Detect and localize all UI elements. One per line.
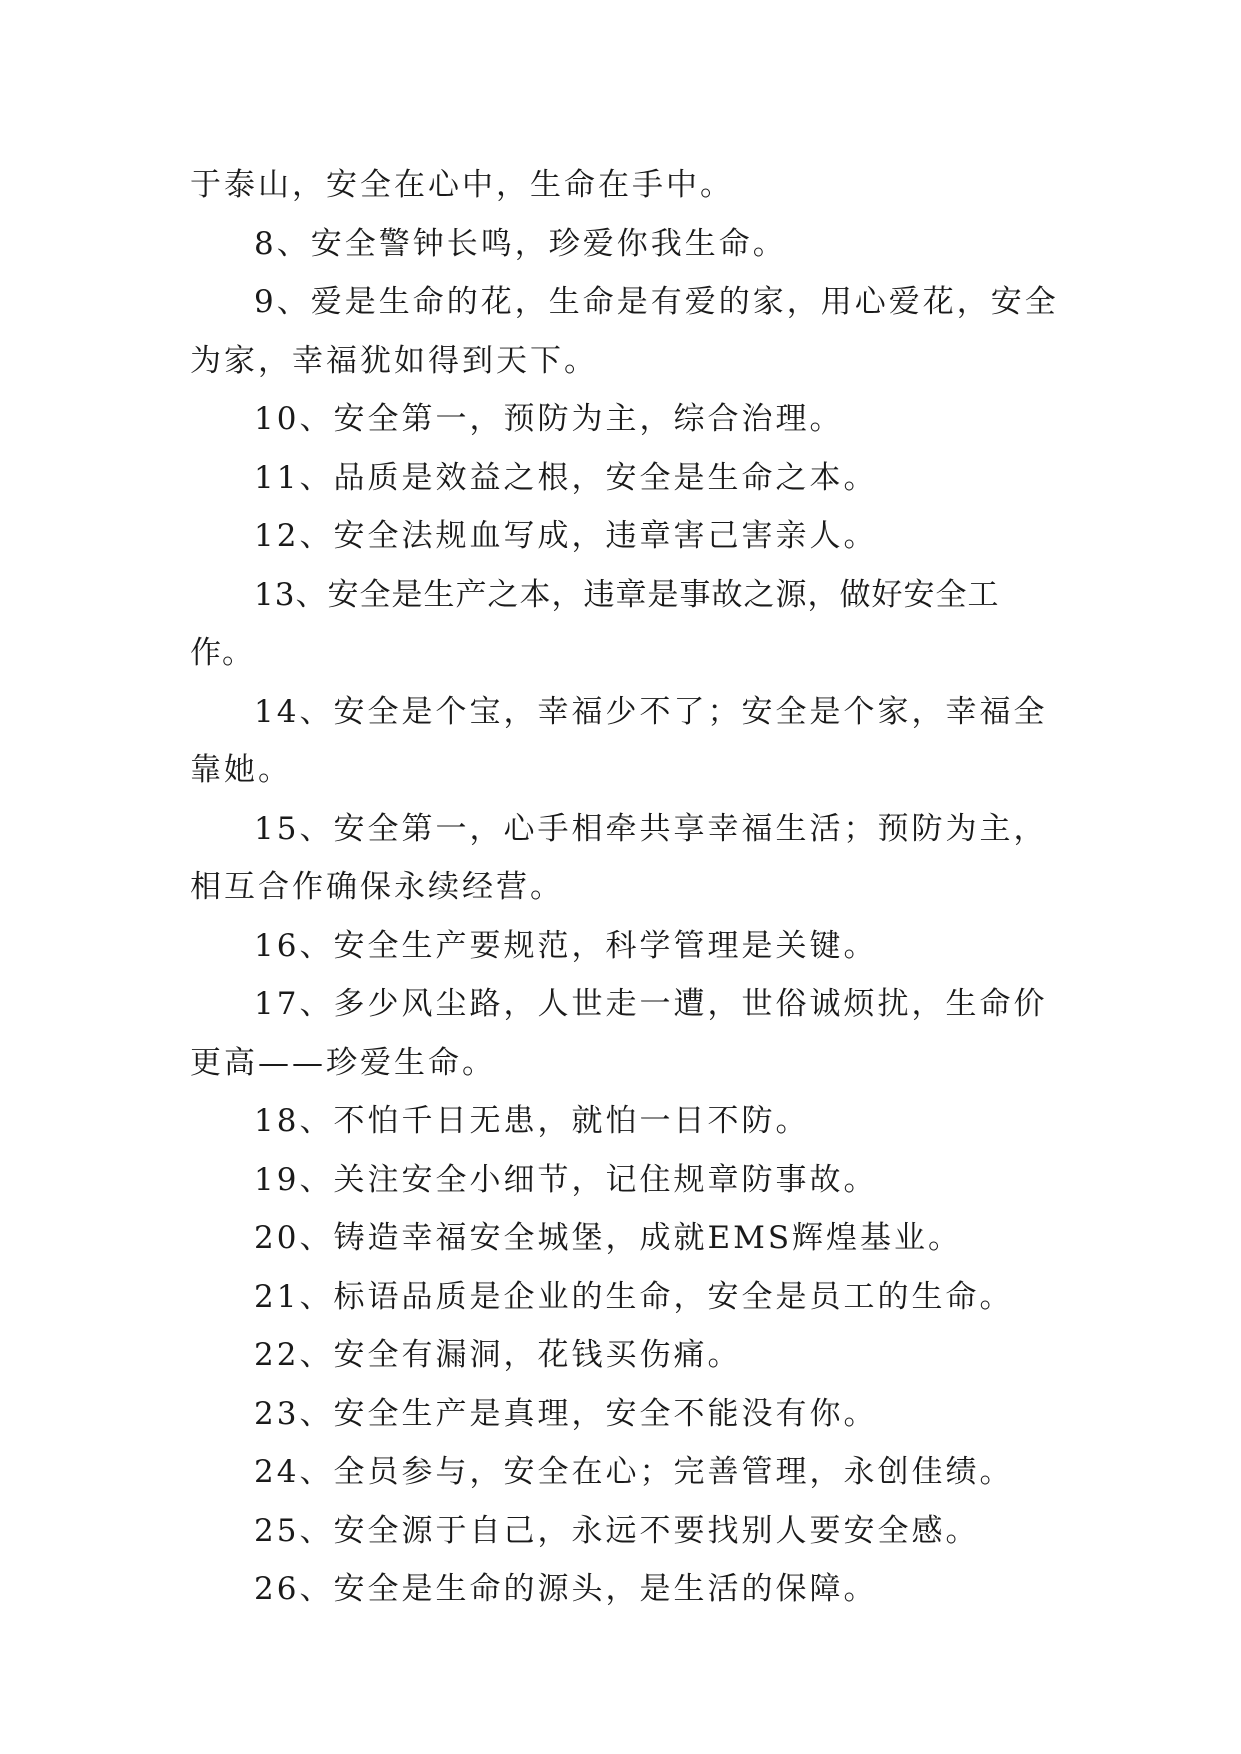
slogan-11: 11、品质是效益之根，安全是生命之本。: [254, 459, 878, 496]
slogan-23: 23、安全生产是真理，安全不能没有你。: [254, 1395, 878, 1432]
slogan-18: 18、不怕千日无患，就怕一日不防。: [254, 1103, 810, 1139]
document-body: [190, 156, 1060, 1619]
slogan-26: 26、安全是生命的源头，是生活的保障。: [254, 1571, 878, 1607]
slogan-13: 13、安全是生产之本，违章是事故之源，做好安全工作。: [190, 576, 1000, 671]
slogan-19: 19、关注安全小细节，记住规章防事故。: [254, 1161, 878, 1198]
slogan-10: 10、安全第一，预防为主，综合治理。: [254, 401, 844, 437]
slogan-9: 9、爱是生命的花，生命是有爱的家，用心爱花，安全为家，幸福犹如得到天下。: [190, 284, 1059, 379]
slogan-22: 22、安全有漏洞，花钱买伤痛。: [254, 1337, 742, 1373]
slogan-21: 21、标语品质是企业的生命，安全是员工的生命。: [254, 1278, 1014, 1315]
slogan-8: 8、安全警钟长鸣，珍爱你我生命。: [254, 225, 787, 262]
slogan-12: 12、安全法规血写成，违章害己害亲人。: [254, 518, 878, 554]
slogan-17: 17、多少风尘路，人世走一遭，世俗诚烦扰，生命价更高——珍爱生命。: [190, 986, 1048, 1081]
paragraph-continuation: 于泰山，安全在心中，生命在手中。: [190, 167, 734, 203]
slogan-20: 20、铸造幸福安全城堡，成就EMS辉煌基业。: [254, 1220, 963, 1256]
slogan-16: 16、安全生产要规范，科学管理是关键。: [254, 927, 878, 964]
slogan-14: 14、安全是个宝，幸福少不了；安全是个家，幸福全靠她。: [190, 693, 1048, 788]
slogan-24: 24、全员参与，安全在心；完善管理，永创佳绩。: [254, 1454, 1014, 1490]
slogan-25: 25、安全源于自己，永远不要找别人要安全感。: [254, 1512, 980, 1549]
slogan-15: 15、安全第一，心手相牵共享幸福生活；预防为主，相互合作确保永续经营。: [190, 810, 1048, 905]
